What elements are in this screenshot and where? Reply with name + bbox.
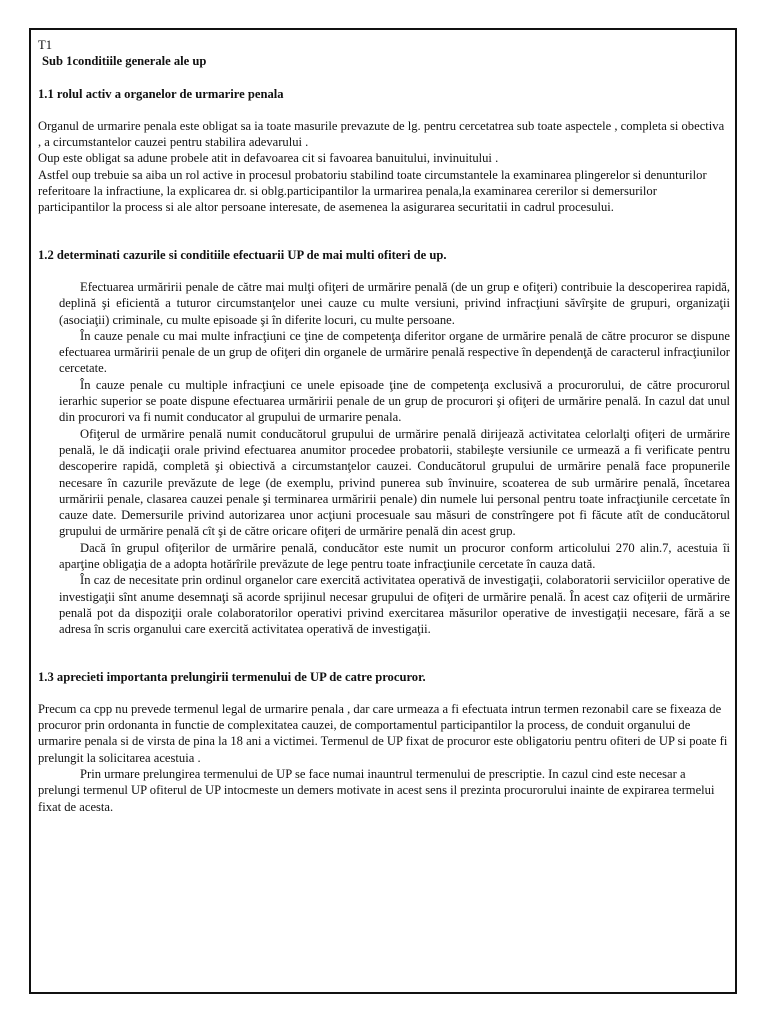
section-1-3-heading: 1.3 aprecieti importanta prelungirii termenului de UP de catre procuror. — [38, 669, 426, 684]
section-1-2-paragraph: În cauze penale cu multiple infracţiuni ce unele episoade ţine de competenţa exclusivă a procurorului, de către procurorul ierarhic superior se poate dispune efectuarea urmăririi penale de un grup de procurori şi ofiţeri de urmărire penală. In cazul dat unul din procurori va fi numit conducator al grupului de urmarire penala. — [59, 377, 730, 425]
section-1-1-paragraph: Organul de urmarire penala este obligat sa ia toate masurile prevazute de lg. pentru cercetatrea sub toate aspectele , completa si obectiva , a circumstantelor cauzei pentru stabilira adevarului . — [38, 118, 725, 150]
section-1-2-paragraph: Ofiţerul de urmărire penală numit conducătorul grupului de urmărire penală dirijează activitatea celorlalţi ofiţeri de urmărire penală, le dă indicaţii orale privind efectuarea anumitor procedee probatorii, stabileşte versiunile ce urmează a fi verificate pentru descoperire rapidă, completă şi obiectivă a circumstanţelor cauzei. Conducătorul grupului de urmărire penală face propunerile necesare în cazurile prevăzute de lege (de exemplu, privind punerea sub învinuire, scoaterea de sub urmărire penală, încetarea urmăririi penale, clasarea cauzei penale şi terminarea urmăririi penale) din numele lui personal pentru toate infracţiunile cercetate în cauze date. Demersurile privind autorizarea unor acţiuni procesuale sau măsuri de constrîngere pot fi făcute atît de conducătorul grupului de urmărire penală cît şi de către oricare ofiţeri de urmărire penală din acest grup. — [59, 426, 730, 539]
document-tag: T1 — [38, 38, 52, 52]
page-frame — [29, 28, 737, 994]
section-1-2-paragraph: Dacă în grupul ofiţerilor de urmărire penală, conducător este numit un procuror conform articolului 270 alin.7, acestuia îi aparţine obligaţia de a adopta hotărîrile prevăzute de lege pentru toate infracţiunile cercetate în cauza dată. — [59, 540, 730, 572]
section-1-2-paragraph: Efectuarea urmăririi penale de către mai mulţi ofiţeri de urmărire penală (de un grup e ofiţeri) contribuie la descoperirea rapidă, deplină şi eficientă a tuturor circumstanţelor unei cauze cu multe versiuni, privind infracţiuni săvîrşite de grupuri, organizaţii (asociaţii) criminale, cu multe episoade şi în diferite locuri, cu multe persoane. — [59, 279, 730, 327]
document-body — [38, 37, 730, 815]
section-1-2-heading: 1.2 determinati cazurile si conditiile efectuarii UP de mai multi ofiteri de up. — [38, 247, 447, 262]
section-1-1-paragraph: Astfel oup trebuie sa aiba un rol active in procesul probatoriu stabilind toate circumstantele la examinarea plingerelor si denunturilor referitoare la infractiune, la explicarea dr. si oblg.participantilor la urmarirea penala,la examinarea cererilor si demersurilor participantilor la process si ale altor persoane interesate, de asemenea la asigurarea securitatii in cadrul procesului. — [38, 167, 707, 215]
section-1-3-paragraph: Precum ca cpp nu prevede termenul legal de urmarire penala , dar care urmeaza a fi efectuata intrun termen rezonabil care se fixeaza de procuror prin ordonanta in functie de complexitatea cauzei, de comportamentul participantilor la process, de conduit organului de urmarire penala si de virsta de pina la 18 ani a victimei. Termenul de UP fixat de procuror este obligatoriu pentru ofiteri de UP si poate fi prelungit la solicitarea acestuia . — [38, 701, 728, 765]
section-1-1-heading: 1.1 rolul activ a organelor de urmarire penala — [38, 86, 284, 101]
section-1-1-paragraph: Oup este obligat sa adune probele atit in defavoarea cit si favoarea banuitului, invinuitului . — [38, 151, 499, 166]
section-1-3-paragraph: Prin urmare prelungirea termenului de UP se face numai inauntrul termenului de prescriptie. In cazul cind este necesar a prelungi termenul UP ofiterul de UP intocmeste un demers motivate in acest sens il prezinta procurorului inainte de expirarea termelui fixat de acesta. — [38, 766, 715, 814]
section-1-2-paragraph: În caz de necesitate prin ordinul organelor care exercită activitatea operativă de investigaţii, colaboratorii serviciilor operative de investigaţii sînt anume desemnaţi să acorde sprijinul necesar grupului de ofiţeri de urmărire penală. În acest caz ofiţerii de urmărire penală pot da dispoziţii orale colaboratorilor operativi privind exercitarea măsurilor operative de investigaţii necesare, fără a se adresa în scris organului care exercită activitatea operativă de investigaţii. — [59, 573, 730, 637]
document-subtitle: Sub 1conditiile generale ale up — [42, 54, 207, 69]
section-1-2-paragraph: În cauze penale cu mai multe infracţiuni ce ţine de competenţa diferitor organe de urmărire penală de către procuror se dispune efectuarea urmăririi penale de un grup de ofiţeri din organele de urmărire penală respective în dependenţă de caracterul infracţiunilor cercetate. — [59, 328, 730, 376]
